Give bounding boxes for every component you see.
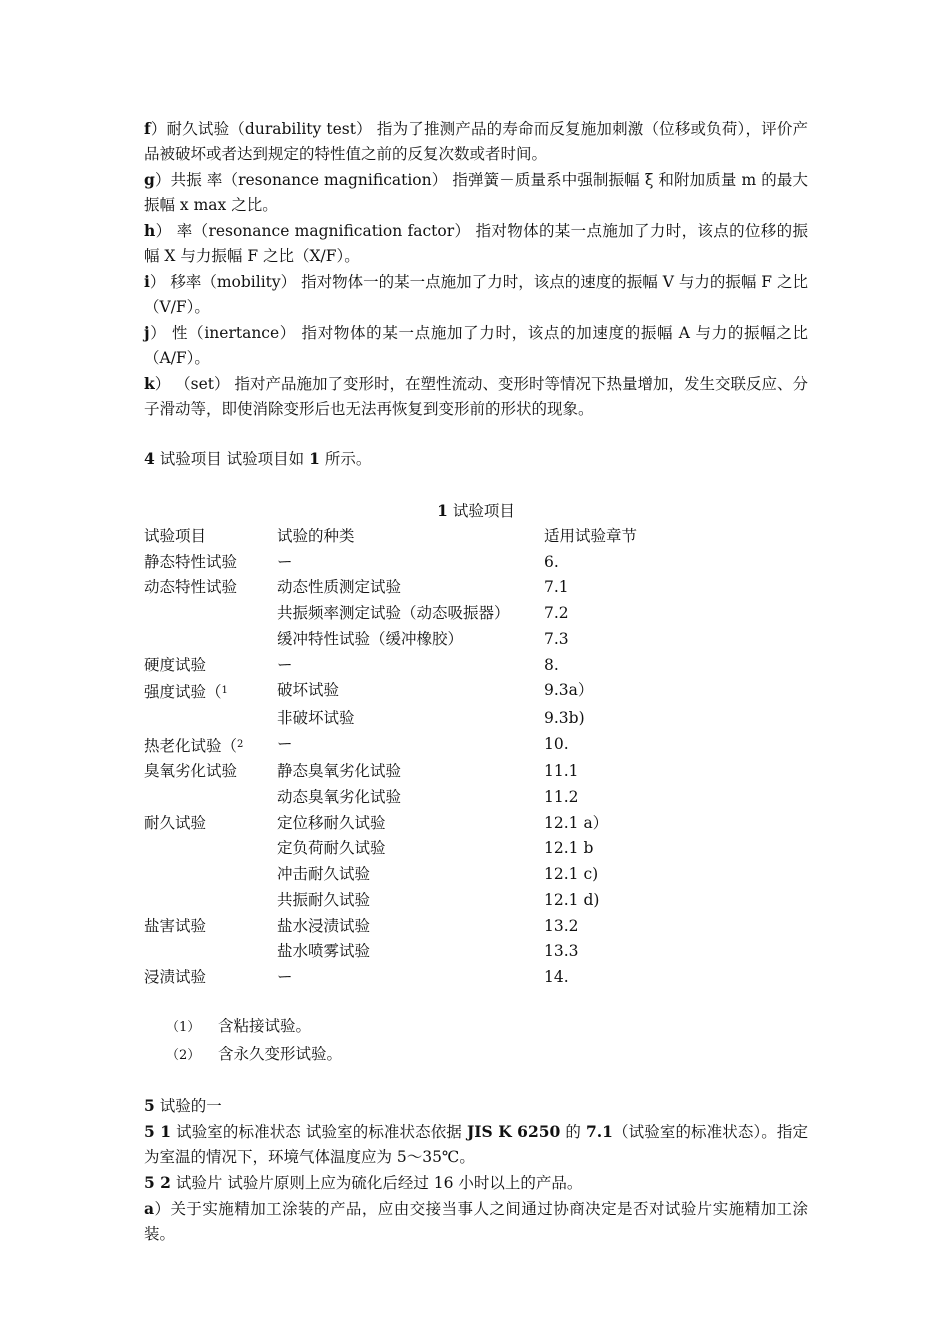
test-item-label: 耐久试验 [144,813,207,832]
cell-test-kind: 动态臭氧劣化试验 [277,788,402,807]
cell-section: 13.3 [544,942,579,961]
definition-label: g [144,170,155,189]
note-text: 含粘接试验。 [218,1016,312,1035]
note-mark: （2） [166,1047,201,1063]
table-row [144,706,808,732]
table-row [144,678,808,706]
cell-section: 12.1 a） [544,813,609,832]
table-caption [144,498,808,524]
note-text: 含永久变形试验。 [218,1044,343,1063]
definition-label: j [144,323,150,342]
cell-section: 12.1 b [544,839,594,858]
table-row [144,862,808,888]
spacer [144,422,808,446]
header-test-item: 试验项目 [144,527,207,545]
cell-test-kind: 盐水浸渍试验 [277,916,371,935]
clause-text: 的 [560,1122,586,1141]
cell-section: 7.3 [544,629,569,648]
cell-section: 12.1 c) [544,865,599,884]
table-row [144,601,808,627]
test-item-label: 浸渍试验 [144,967,207,986]
table-row [144,627,808,653]
note-2 [166,1041,808,1069]
table-row [144,575,808,601]
cell-test-item [144,836,277,862]
definition-f [144,116,808,167]
cell-test-item [144,785,277,811]
cell-test-kind: 盐水喷雾试验 [277,942,371,961]
cell-test-kind: 定负荷耐久试验 [277,839,386,858]
cell-test-kind: 动态性质测定试验 [277,578,402,597]
cell-section: 9.3b) [544,708,585,727]
test-item-label: 强度试验（ [144,683,222,702]
clause-number: 5 1 [144,1121,172,1141]
definition-i [144,269,808,320]
cell-section: 13.2 [544,916,579,935]
cell-test-kind: 冲击耐久试验 [277,865,371,884]
cell-test-item [144,759,277,785]
table-row [144,836,808,862]
clause-5-2 [144,1170,808,1196]
item-label: a [144,1198,155,1218]
table-row [144,811,808,837]
table-body [144,550,808,991]
cell-test-kind: 共振频率测定试验（动态吸振器） [277,604,510,623]
table-reference: 1 [309,449,320,468]
definition-text: ） 性（inertance） 指对物体的某一点施加了力时，该点的加速度的振幅 A 与力的振幅之比（A/F）。 [144,324,808,367]
cell-test-item [144,550,277,576]
definition-label: f [144,119,151,138]
table-row [144,653,808,679]
clause-text: 试验室的标准状态 试验室的标准状态依据 [171,1122,467,1141]
cell-section: 8. [544,655,559,674]
cell-test-kind: 缓冲特性试验（缓冲橡胶） [277,629,464,648]
cell-section: 7.1 [544,578,569,597]
table-row [144,759,808,785]
definition-text: ） （set） 指对产品施加了变形时，在塑性流动、变形时等情况下热量增加，发生交联反应、分子滑动等，即使消除变形后也无法再恢复到变形前的形状的现象。 [144,375,808,418]
section-text: 试验项目 试验项目如 [154,450,310,468]
definition-j [144,320,808,371]
item-text: ）关于实施精加工涂装的产品，应由交接当事人之间通过协商决定是否对试验片实施精加工涂装。 [144,1199,808,1243]
table-row [144,785,808,811]
cell-test-item [144,888,277,914]
cell-section: 12.1 d) [544,890,600,909]
cell-test-kind: 静态臭氧劣化试验 [277,762,402,781]
footnote-marker: 2 [237,738,244,750]
table-row [144,914,808,940]
clause-reference: 7.1 [585,1121,613,1141]
cell-section: 11.2 [544,788,579,807]
note-mark: （1） [166,1019,201,1035]
header-section: 适用试验章节 [544,527,638,545]
definition-label: k [144,374,155,393]
cell-section: 11.1 [544,762,579,781]
standard-reference: JIS K 6250 [466,1121,561,1141]
clause-5-2-a [144,1196,808,1247]
document-body [144,116,808,1247]
cell-test-kind: 共振耐久试验 [277,890,371,909]
cell-test-kind: 非破坏试验 [277,708,355,727]
clause-text: （试验室的标准状态）。指定为室温的情况下，环境气体温度应为 5～35℃。 [144,1122,808,1166]
cell-section: 7.2 [544,604,569,623]
cell-test-item [144,678,277,706]
definition-text: ） 率（resonance magnification factor） 指对物体的某一点施加了力时，该点的位移的振幅 X 与力振幅 F 之比（X/F）。 [144,222,808,265]
cell-section: 9.3a） [544,681,594,700]
section-number: 4 [144,449,155,468]
note-1 [166,1013,808,1041]
cell-test-item [144,862,277,888]
table-row [144,965,808,991]
clause-5-1 [144,1119,808,1170]
test-item-label: 热老化试验（ [144,736,238,755]
test-items-table [144,524,808,991]
table-notes [144,1013,808,1069]
cell-test-kind: ー [277,734,293,753]
test-item-label: 静态特性试验 [144,552,238,571]
cell-test-item [144,601,277,627]
definition-h [144,218,808,269]
section-5-heading [144,1093,808,1119]
footnote-marker: 1 [221,685,228,697]
definition-k [144,371,808,422]
table-row [144,939,808,965]
section-number: 5 [144,1095,155,1115]
cell-test-item [144,914,277,940]
definition-text: ）共振 率（resonance magnification） 指弹簧－质量系中强制振幅 ξ 和附加质量 m 的最大振幅 x max 之比。 [144,171,808,214]
test-item-label: 臭氧劣化试验 [144,762,238,781]
table-number: 1 [437,501,448,520]
spacer [144,1069,808,1093]
section-title: 试验的一 [154,1096,222,1115]
cell-test-item [144,811,277,837]
cell-test-item [144,732,277,760]
cell-test-item [144,627,277,653]
clause-number: 5 2 [144,1172,171,1192]
header-test-kind: 试验的种类 [277,527,355,545]
section-4-heading [144,446,808,472]
cell-section: 14. [544,967,569,986]
cell-test-item [144,706,277,732]
definition-label: h [144,221,156,240]
section-text: 所示。 [319,450,372,468]
table-row [144,732,808,760]
definition-text: ）耐久试验（durability test） 指为了推测产品的寿命而反复施加刺激（位移或负荷），评价产品被破坏或者达到规定的特性值之前的反复次数或者时间。 [144,120,808,163]
cell-test-kind: 破坏试验 [277,681,340,700]
cell-test-kind: ー [277,552,293,571]
table-header-row [144,524,808,550]
cell-section: 6. [544,552,559,571]
test-item-label: 动态特性试验 [144,578,238,597]
cell-test-item [144,965,277,991]
cell-test-item [144,575,277,601]
cell-test-item [144,653,277,679]
test-item-label: 盐害试验 [144,916,207,935]
test-item-label: 硬度试验 [144,655,207,674]
cell-test-kind: ー [277,967,293,986]
cell-test-item [144,939,277,965]
definition-text: ） 移率（mobility） 指对物体一的某一点施加了力时，该点的速度的振幅 V 与力的振幅 F 之比（V/F）。 [144,273,808,316]
cell-section: 10. [544,734,569,753]
definitions-list [144,116,808,422]
table-row [144,888,808,914]
cell-test-kind: ー [277,655,293,674]
clause-text: 试验片 试验片原则上应为硫化后经过 16 小时以上的产品。 [170,1173,583,1192]
table-title: 试验项目 [447,502,515,520]
cell-test-kind: 定位移耐久试验 [277,813,386,832]
table-row [144,550,808,576]
definition-g [144,167,808,218]
definition-label: i [144,272,150,291]
